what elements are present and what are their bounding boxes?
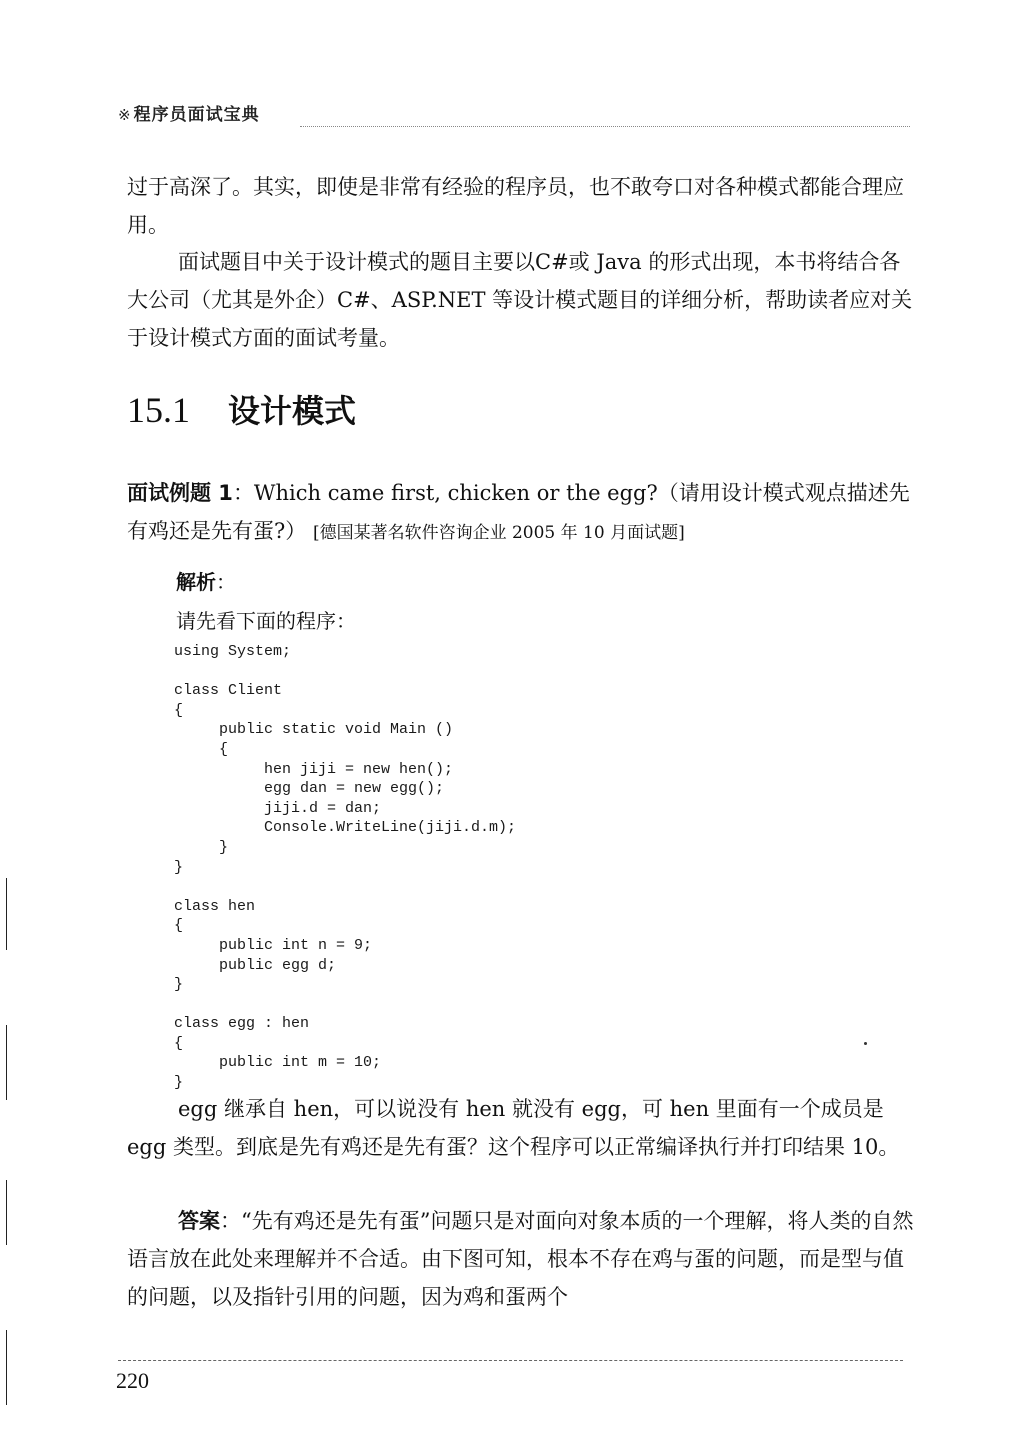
scan-artifact-line [6, 1330, 7, 1405]
intro-paragraph-2: 面试题目中关于设计模式的题目主要以C#或 Java 的形式出现，本书将结合各大公司（尤其是外企）C#、ASP.NET 等设计模式题目的详细分析，帮助读者应对关于设计模式方面的面试考量。 [127, 250, 913, 350]
analysis-heading [176, 564, 236, 600]
explanation-paragraph: egg 继承自 hen，可以说没有 hen 就没有 egg，可 hen 里面有一个成员是 egg 类型。到底是先有鸡还是先有蛋？这个程序可以正常编译执行并打印结果 10。 [127, 1097, 900, 1159]
answer-paragraph [127, 1202, 917, 1316]
header-mark: ※ [118, 106, 132, 124]
question-text: ：Which came first, chicken or the egg?（请用设计模式观点描述先有鸡还是先有蛋?） [127, 481, 910, 543]
code-listing: using System; class Client { public static void Main () { hen jiji = new hen(); egg dan = new egg(); jiji.d = dan; Console.WriteLine(jiji.d.m); } } class hen { public int n = 9; public egg d; } class egg : hen { public int m = 10; } [174, 643, 517, 1092]
footer-rule [118, 1360, 903, 1361]
running-header [118, 100, 260, 125]
section-heading [127, 385, 356, 436]
scan-artifact-dot [864, 1042, 867, 1045]
intro-paragraph-1: 过于高深了。其实，即使是非常有经验的程序员，也不敢夸口对各种模式都能合理应用。 [127, 175, 904, 237]
question-source: [德国某著名软件咨询企业 2005 年 10 月面试题] [312, 523, 685, 543]
answer-label: 答案 [178, 1209, 220, 1233]
scan-artifact-line [6, 878, 7, 950]
analysis-intro: 请先看下面的程序： [176, 609, 356, 633]
page-number: 220 [116, 1368, 149, 1393]
header-rule [300, 126, 910, 127]
scan-artifact-line [6, 1025, 7, 1100]
question-label: 面试例题 1 [127, 481, 233, 505]
section-number: 15.1 [127, 390, 190, 430]
section-title: 设计模式 [228, 392, 357, 430]
interview-question [127, 474, 917, 552]
answer-text: ：“先有鸡还是先有蛋”问题只是对面向对象本质的一个理解，将人类的自然语言放在此处来理解并不合适。由下图可知，根本不存在鸡与蛋的问题，而是型与值的问题，以及指针引用的问题，因为鸡和蛋两个 [127, 1209, 914, 1309]
scan-artifact-line [6, 1180, 7, 1245]
analysis-label: 解析 [176, 570, 216, 594]
book-title: 程序员面试宝典 [133, 105, 260, 125]
analysis-colon: ： [216, 570, 236, 594]
